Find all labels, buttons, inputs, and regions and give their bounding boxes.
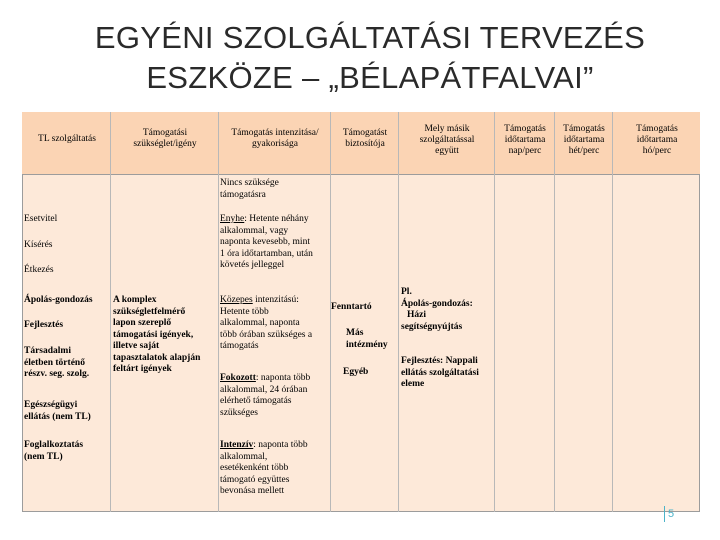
need-description-line: tapasztalatok alapján	[113, 352, 201, 363]
intensity-intensive	[220, 440, 308, 498]
tl-tarsadalmi-line: részv. seg. szolg.	[24, 369, 90, 379]
tl-tarsadalmi-line: Társadalmi	[24, 346, 71, 356]
intensity-high	[220, 373, 310, 419]
tl-egeszseg	[24, 400, 91, 423]
tl-esetvitel: Esetvitel	[24, 214, 58, 224]
intensity-intensive-line: alkalommal,	[220, 451, 268, 462]
intensity-mild-line: követés jelleggel	[220, 260, 285, 270]
header-igeny-line: szükséglet/igény	[133, 139, 197, 149]
header-masik	[400, 124, 494, 157]
intensity-mild-line: 1 óra időtartamban, után	[220, 248, 313, 259]
example-apolas-line: Ápolás-gondozás:	[401, 298, 473, 309]
example-fejlesztes	[401, 356, 479, 391]
header-nap	[496, 124, 554, 157]
tl-foglalkoztatas-line: (nem TL)	[24, 451, 63, 462]
intensity-high-line: : naponta több	[255, 373, 311, 383]
header-nap-line: időtartama	[504, 135, 546, 145]
need-description-line: támogatási igények,	[113, 329, 194, 340]
header-intenzitas-line: Támogatás intenzitása/	[231, 128, 319, 138]
column-divider	[110, 112, 111, 512]
tl-tarsadalmi	[24, 346, 89, 381]
intensity-intensive-line: : naponta több	[253, 440, 308, 450]
tl-fejlesztes: Fejlesztés	[24, 320, 64, 330]
intensity-mild-label: Enyhe	[220, 214, 245, 224]
tl-etkezes: Étkezés	[24, 265, 54, 275]
intensity-high-line: alkalommal, 24 órában	[220, 384, 308, 395]
intensity-mild-line: : Hetente néhány	[244, 214, 309, 224]
header-het-line: időtartama	[563, 135, 605, 145]
tl-foglalkoztatas-line: Foglalkoztatás	[24, 440, 84, 450]
tl-egeszseg-line: ellátás (nem TL)	[24, 411, 91, 422]
tl-kiseres: Kísérés	[24, 240, 53, 250]
header-het-line: Támogatás	[563, 124, 605, 134]
intensity-medium-line: intenzitású:	[252, 295, 299, 305]
intensity-intensive-line: esetékenként több	[220, 463, 289, 473]
provider-fenntarto: Fenntartó	[331, 302, 372, 312]
header-masik-line: szolgáltatással	[419, 135, 475, 145]
intensity-high-line: szükséges	[220, 407, 258, 418]
column-divider	[218, 112, 219, 512]
header-igeny	[112, 128, 218, 150]
intensity-none-line: támogatásra	[220, 189, 266, 200]
intensity-medium-line: alkalommal, naponta	[220, 318, 300, 328]
header-het-line: hét/perc	[568, 146, 600, 156]
header-het	[556, 124, 612, 157]
intensity-medium	[220, 295, 312, 353]
title-line-2: ESZKÖZE – „BÉLAPÁTFALVAI”	[146, 60, 594, 95]
need-description-line: lapon szereplő	[113, 318, 172, 328]
provider-egyeb: Egyéb	[343, 367, 369, 377]
intensity-intensive-label: Intenzív	[220, 440, 254, 450]
example-fejlesztes-line: Fejlesztés: Nappali	[401, 356, 478, 366]
intensity-none-line: Nincs szüksége	[220, 178, 279, 188]
header-nap-line: nap/perc	[508, 146, 542, 156]
need-description-line: A komplex	[113, 295, 157, 305]
header-intenzitas-line: gyakorisága	[252, 139, 298, 149]
tl-foglalkoztatas	[24, 440, 83, 463]
header-igeny-line: Támogatási	[142, 128, 188, 138]
page-number: 5	[668, 508, 675, 520]
intensity-high-line: elérhető támogatás	[220, 396, 292, 406]
page-accent-line	[664, 506, 665, 522]
tl-apolas: Ápolás-gondozás	[24, 295, 93, 305]
header-biztosito	[332, 128, 398, 150]
column-divider	[494, 112, 495, 512]
provider-mas-intezmeny	[346, 328, 388, 351]
need-description-line: illetve saját	[113, 341, 160, 351]
intensity-medium-line: támogatás	[220, 341, 259, 351]
need-description	[113, 295, 200, 376]
intensity-high-label: Fokozott	[220, 373, 256, 383]
intensity-mild-line: alkalommal, vagy	[220, 225, 289, 236]
intensity-intensive-line: bevonása mellett	[220, 486, 285, 496]
example-apolas	[401, 287, 473, 333]
header-ho-line: hó/perc	[642, 146, 672, 156]
provider-mas-line: intézmény	[346, 339, 388, 350]
example-fejlesztes-line: ellátás szolgáltatási	[401, 367, 479, 378]
header-intenzitas	[220, 128, 330, 150]
slide-title	[0, 18, 720, 98]
title-line-1: EGYÉNI SZOLGÁLTATÁSI TERVEZÉS	[94, 20, 646, 55]
intensity-medium-label: Közepes	[220, 295, 253, 305]
intensity-medium-line: Hetente több	[220, 306, 269, 317]
header-ho-line: időtartama	[636, 135, 678, 145]
tl-egeszseg-line: Egészségügyi	[24, 400, 78, 410]
tl-tarsadalmi-line: életben történő	[24, 357, 85, 368]
example-apolas-line: Pl.	[401, 287, 412, 297]
header-ho	[614, 124, 700, 157]
header-nap-line: Támogatás	[504, 124, 546, 134]
intensity-none	[220, 178, 279, 201]
example-apolas-line: Házi	[407, 310, 426, 320]
column-divider	[612, 112, 613, 512]
intensity-mild-line: naponta kevesebb, mint	[220, 237, 310, 247]
example-apolas-line: segítségnyújtás	[401, 321, 463, 332]
need-description-line: szükségletfelmérő	[113, 306, 186, 317]
provider-mas-line: Más	[346, 328, 364, 338]
intensity-mild	[220, 214, 313, 272]
header-biztosito-line: Támogatást	[342, 128, 388, 138]
header-masik-line: Mely másik	[424, 124, 470, 134]
need-description-line: feltárt igények	[113, 364, 172, 374]
header-biztosito-line: biztosítója	[345, 139, 385, 149]
column-divider	[554, 112, 555, 512]
header-tl: TL szolgáltatás	[38, 134, 96, 144]
intensity-medium-line: több órában szükséges a	[220, 329, 313, 340]
header-ho-line: Támogatás	[636, 124, 678, 134]
intensity-intensive-line: támogató együttes	[220, 474, 290, 485]
example-fejlesztes-line: eleme	[401, 379, 425, 389]
column-divider	[398, 112, 399, 512]
header-masik-line: együtt	[435, 146, 459, 156]
